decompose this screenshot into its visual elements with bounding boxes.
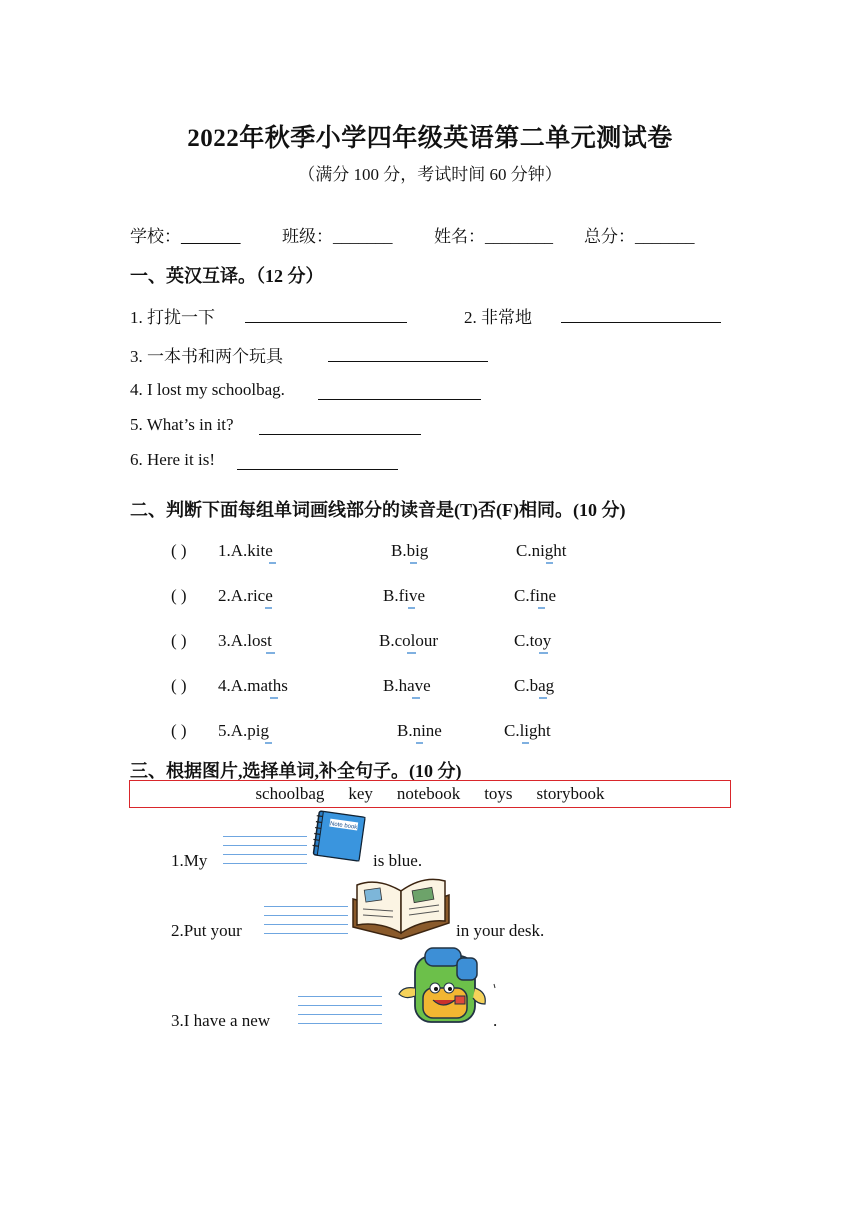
class-label: 班级： (282, 227, 333, 246)
word-bank-item: schoolbag (255, 784, 325, 803)
section2-heading: 二、判断下面每组单词画线部分的读音是(T)否(F)相同。(10 分) (130, 500, 626, 520)
answer-6-line[interactable] (237, 469, 398, 470)
underline-mark (412, 697, 420, 699)
word-bank-item: toys (484, 784, 513, 803)
score-blank[interactable]: _______ (635, 227, 695, 246)
row-4-c: C.bag (514, 676, 555, 695)
page-subtitle: （满分 100 分，考试时间 60 分钟） (298, 165, 562, 184)
paren-3[interactable]: ( ) (171, 631, 187, 650)
question-4 (130, 380, 285, 400)
answer-3-line[interactable] (328, 361, 488, 362)
name-blank[interactable]: ________ (485, 227, 553, 246)
row-3-b: B.colour (379, 631, 439, 650)
underline-mark (265, 607, 272, 609)
underline-mark (539, 652, 548, 654)
notebook-icon (308, 810, 370, 864)
row-3-a: 3.A.lost (218, 631, 272, 650)
storybook-icon (349, 875, 453, 941)
underline-mark (270, 697, 278, 699)
underline-mark (546, 562, 553, 564)
underline-mark (416, 742, 423, 744)
row-5-b: B.nine (397, 721, 442, 740)
school-blank[interactable]: _______ (181, 227, 241, 246)
word-bank (129, 780, 731, 808)
section1-heading: 一、英汉互译。（12 分） (130, 266, 324, 286)
question-2-text: 2. 非常地 (464, 308, 532, 327)
word-bank-item: key (348, 784, 373, 803)
row-5-a: 5.A.pig (218, 721, 269, 740)
paren-4[interactable]: ( ) (171, 676, 187, 695)
row-2-c: C.fine (514, 586, 557, 605)
underline-mark (410, 562, 417, 564)
sentence-2-start: 2.Put your (171, 921, 242, 940)
row-3-c: C.toy (514, 631, 552, 650)
word-bank-item: notebook (396, 784, 461, 803)
school-label: 学校： (130, 227, 181, 246)
schoolbag-icon (395, 944, 499, 1028)
question-6-text: 6. Here it is! (130, 450, 215, 469)
answer-1-line[interactable] (245, 322, 407, 323)
row-1-b: B.big (391, 541, 429, 560)
question-1-text: 1. 打扰一下 (130, 308, 215, 327)
score-label: 总分： (584, 227, 635, 246)
sentence-3-start: 3.I have a new (171, 1011, 271, 1030)
school-field (130, 222, 241, 247)
notebook-cover-label: Note book (329, 821, 358, 831)
section3-heading: 三、根据图片,选择单词,补全句子。(10 分) (130, 761, 462, 781)
sentence-3-end: . (493, 1011, 498, 1030)
paren-5[interactable]: ( ) (171, 721, 187, 740)
sentence-1-start: 1.My (171, 851, 208, 870)
row-1-a: 1.A.kite (218, 541, 273, 560)
answer-lines-2[interactable] (264, 906, 348, 942)
question-1 (130, 303, 215, 328)
row-4-a: 4.A.maths (218, 676, 288, 695)
answer-2-line[interactable] (561, 322, 721, 323)
answer-4-line[interactable] (318, 399, 481, 400)
underline-mark (538, 607, 545, 609)
underline-mark (269, 562, 276, 564)
row-2-a: 2.A.rice (218, 586, 273, 605)
page-title: 2022年秋季小学四年级英语第二单元测试卷 (187, 125, 673, 152)
underline-mark (408, 607, 415, 609)
underline-mark (265, 742, 272, 744)
question-3 (130, 342, 283, 367)
sentence-1-end: is blue. (373, 851, 423, 870)
question-2 (464, 303, 532, 328)
class-field (282, 222, 393, 247)
row-4-b: B.have (383, 676, 431, 695)
underline-mark (266, 652, 275, 654)
underline-mark (407, 652, 416, 654)
answer-lines-1[interactable] (223, 836, 307, 872)
name-field (434, 222, 553, 247)
answer-lines-3[interactable] (298, 996, 382, 1032)
row-1-c: C.night (516, 541, 567, 560)
question-5-text: 5. What’s in it? (130, 415, 234, 434)
question-5 (130, 415, 234, 435)
score-field (584, 222, 695, 247)
underline-mark (522, 742, 529, 744)
paren-2[interactable]: ( ) (171, 586, 187, 605)
row-2-b: B.five (383, 586, 426, 605)
question-6 (130, 450, 215, 470)
underline-mark (539, 697, 547, 699)
answer-5-line[interactable] (259, 434, 421, 435)
row-5-c: C.light (504, 721, 551, 740)
question-3-text: 3. 一本书和两个玩具 (130, 347, 283, 366)
word-bank-item: storybook (536, 784, 605, 803)
class-blank[interactable]: _______ (333, 227, 393, 246)
question-4-text: 4. I lost my schoolbag. (130, 380, 285, 399)
paren-1[interactable]: ( ) (171, 541, 187, 560)
name-label: 姓名： (434, 227, 485, 246)
sentence-2-end: in your desk. (456, 921, 545, 940)
